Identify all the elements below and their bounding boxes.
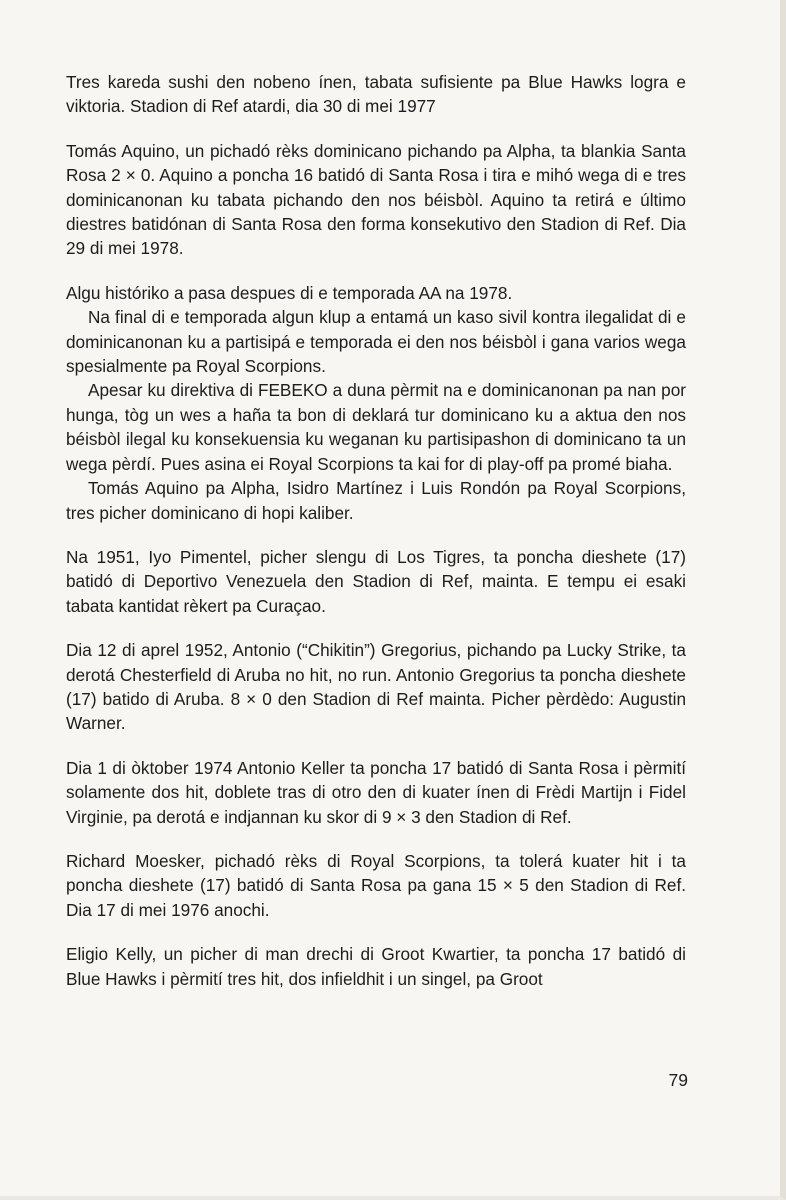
paragraph-10: Richard Moesker, pichadó rèks di Royal Scorpions, ta tolerá kuater hit i ta poncha dieshete (17) batidó di Santa Rosa pa gana 15 × 5 den Stadion di Ref. Dia 17 di mei 1976 anochi. [66,850,686,920]
paragraph-4: Na final di e temporada algun klup a entamá un kaso sivil kontra ilegalidat di e dominicanonan ku a partisipá e temporada ei den nos béisbòl i gana varios wega spesialmente pa Royal Scorpions. [66,307,686,377]
paragraph-2: Tomás Aquino, un pichadó rèks dominicano pichando pa Alpha, ta blankia Santa Rosa 2 × 0. Aquino a poncha 16 batidó di Santa Rosa i tira e mihó wega di e tres dominicanonan ku tabata pichando den nos béisbòl. Aquino ta retirá e último diestres batidónan di Santa Rosa den forma konsekutivo den Stadion di Ref. Dia 29 di mei 1978. [66,140,686,259]
paragraph-8: Dia 12 di aprel 1952, Antonio (“Chikitin”) Gregorius, pichando pa Lucky Strike, ta derotá Chesterfield di Aruba no hit, no run. Antonio Gregorius ta poncha dieshete (17) batido di Aruba. 8 × 0 den Stadion di Ref mainta. Picher pèrdèdo: Augustin Warner. [66,640,686,734]
page-number: 79 [668,1070,688,1090]
paragraph-1: Tres kareda sushi den nobeno ínen, tabata sufisiente pa Blue Hawks logra e viktoria. Stadion di Ref atardi, dia 30 di mei 1977 [66,72,686,117]
paragraph-3: Algu históriko a pasa despues di e temporada AA na 1978. [66,282,513,303]
paragraph-6: Tomás Aquino pa Alpha, Isidro Martínez i Luis Rondón pa Royal Scorpions, tres picher dominicano di hopi kaliber. [66,478,686,523]
paragraph-7: Na 1951, Iyo Pimentel, picher slengu di Los Tigres, ta poncha dieshete (17) batidó di Deportivo Venezuela den Stadion di Ref, mainta. E tempu ei esaki tabata kantidat rèkert pa Curaçao. [66,546,686,616]
paragraph-11: Eligio Kelly, un picher di man drechi di Groot Kwartier, ta poncha 17 batidó di Blue Hawks i pèrmití tres hit, dos infieldhit i un singel, pa Groot [66,944,686,989]
paragraph-9: Dia 1 di òktober 1974 Antonio Keller ta poncha 17 batidó di Santa Rosa i pèrmití solamente dos hit, doblete tras di otro den di kuater ínen di Frèdi Martijn i Fidel Virginie, pa derotá e indjannan ku skor di 9 × 3 den Stadion di Ref. [66,757,686,827]
body-text [66,70,686,991]
paragraph-5: Apesar ku direktiva di FEBEKO a duna pèrmit na e dominicanonan pa nan por hunga, tòg un wes a haña ta bon di deklará tur dominicano ku a aktua den nos béisbòl ilegal ku konsekuensia ku weganan ku partisipashon di dominicano ta un wega pèrdí. Pues asina ei Royal Scorpions ta kai for di play-off pa promé biaha. [66,380,686,474]
